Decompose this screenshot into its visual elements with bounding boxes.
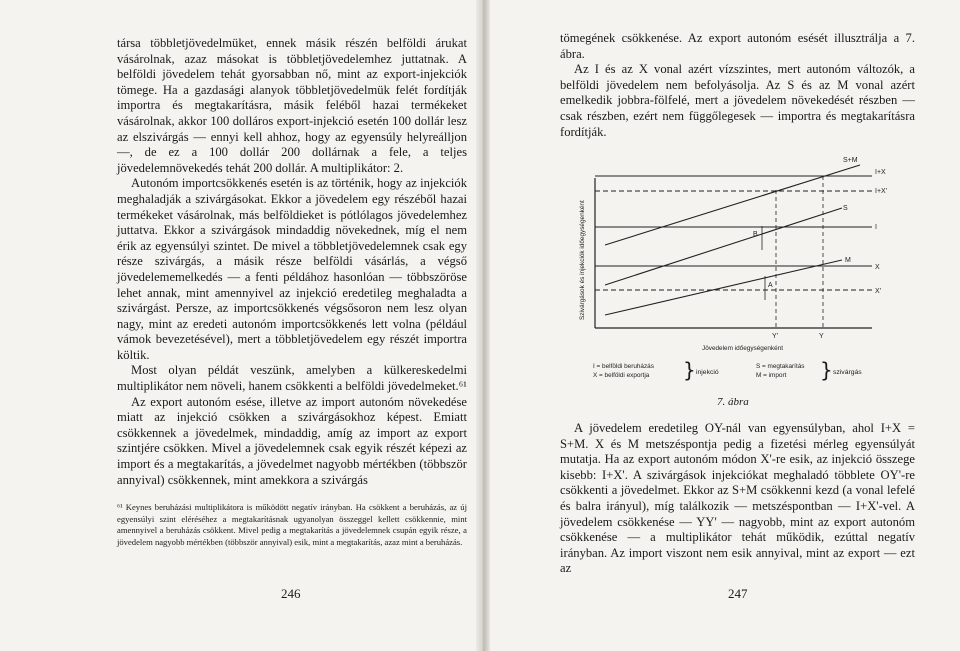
paragraph: Most olyan példát veszünk, amelyben a külkereskedelmi multiplikátor nem növeli, hanem csökkenti a belföldi jövedelmeket.⁶¹ xyxy=(117,363,467,394)
label-i: I xyxy=(875,224,877,231)
figure-7-diagram xyxy=(560,150,905,368)
line-m xyxy=(605,260,842,315)
label-s-plus-m: S+M xyxy=(843,157,858,164)
label-x: X xyxy=(875,264,880,271)
tick-y-prime: Y' xyxy=(772,333,779,340)
label-m: M xyxy=(845,257,851,264)
right-page-body-bottom xyxy=(560,421,915,577)
brace-icon: } xyxy=(820,358,833,382)
paragraph: Az export autonóm esése, illetve az import autonóm növekedése miatt az injekció csökken a szivárgásokhoz képest. Emiatt csökkennek a jövedelmek, mindaddig, amíg az import az export szintjére csökken. Mivel a jövedelemnek csak egyik részét képezi az import és a megtakarítás, a jövedelmet nagyobb mértékben (többször annyival) csökkennek, mint amekkora a szivárgás xyxy=(117,394,467,487)
left-page xyxy=(0,0,476,651)
paragraph: Autonóm importcsökkenés esetén is az történik, hogy az injekciók meghaladják a szivárgásokat. Ekkor a jövedelem egy részéből hazai termékeket vásárolnak, más belföldieket is pótlólagos jövedelemhez juttatva. Ekkor a szivárgások mindaddig növekednek, míg el nem érik az egyensúlyi szintet. De mivel a többletjövedelemnek csak egy része szivárgás, a másik része belföldi vásárlás, a végső jövedelememelkedés — a fenti példához hasonlóan — többszöröse lehet annak, mint amennyivel az injekció eredetileg meghaladta a szivárgást. Persze, az importcsökkenés végsősoron nem lesz olyan nagy, mint az eredeti autonóm importcsökkenés lett volna (például vámok bevezetésével), mert a többletjövedelem egy részét importra költik. xyxy=(117,176,467,362)
legend-entry: I = belföldi beruházás xyxy=(593,363,654,370)
label-a: A xyxy=(768,282,773,289)
line-s xyxy=(605,208,842,285)
legend-entry: X = belföldi exportja xyxy=(593,372,650,379)
paragraph: társa többletjövedelmüket, ennek másik részén belföldi árukat vásárolnak, azaz másokat is többletjövedelemhez juttatnak. A belföldi jövedelem tehát gyorsabban nő, mint az export-injekciók tömege. Ha a gazdasági alanyok többletjövedelmük felét fordítják importra és megtakarításra, másik feléből hazai termékeket vásárolnak, akkor 100 dolláros export-injekció esetén 100 dollár lesz az elszivárgás — ennyi kell ahhoz, hogy az egyensúly helyreálljon —, de ez a 100 dollár 200 dollárnak a fele, a teljes jövedelemnövekedés tehát 200 dollár. A multiplikátor: 2. xyxy=(117,36,467,175)
brace-icon: } xyxy=(683,358,696,382)
tick-y: Y xyxy=(819,333,824,340)
legend-group-label: szivárgás xyxy=(833,369,862,376)
paragraph: A jövedelem eredetileg OY-nál van egyensúlyban, ahol I+X = S+M. X és M metszéspontja pedig a fizetési mérleg egyensúlyát mutatja. Ha az export autonóm módon X'-re esik, az injekció összege kisebb: I+X'. A szivárgások injekciókat meghaladó többlete OY'-re csökkenti a jövedelmet. Ekkor az S+M csökkenni kezd (a vonal lefelé és balra irányul), míg találkozik — metszéspontban — I+X'-vel. A jövedelem csökkenése — YY' — nagyobb, mint az export autonóm csökkenése — a multiplikátor tehát működik, ezúttal negatív irányban. Az import viszont nem esik annyival, mint az export — ezt az xyxy=(560,421,915,576)
legend-group-label: injekció xyxy=(696,369,719,376)
label-x-prime: X' xyxy=(875,288,882,295)
y-axis-label: Szivárgások és injekciók időegységenként xyxy=(579,200,586,320)
right-page-body-top xyxy=(560,31,915,140)
legend-leakages xyxy=(756,362,805,380)
paragraph: tömegének csökkenése. Az export autonóm esését illusztrálja a 7. ábra. xyxy=(560,31,915,61)
x-axis-label: Jövedelem időegységenként xyxy=(702,345,784,352)
line-s-plus-m xyxy=(605,165,860,245)
book-gutter xyxy=(476,0,490,651)
legend-entry: S = megtakarítás xyxy=(756,363,805,370)
label-i-plus-x: I+X xyxy=(875,169,886,176)
figure-caption: 7. ábra xyxy=(717,396,749,408)
label-i-plus-x-prime: I+X' xyxy=(875,188,888,195)
paragraph: Az I és az X vonal azért vízszintes, mert autonóm változók, a belföldi jövedelem nem befolyásolja. Az S és az M vonal azért emelkedik jobbra-fölfelé, mert a jövedelem növekedését részben — csak részben, ezért nem függőlegesek — importra és megtakarításra fordítják. xyxy=(560,62,915,139)
legend-entry: M = import xyxy=(756,372,787,379)
label-s: S xyxy=(843,205,848,212)
label-b: B xyxy=(753,231,758,238)
legend-injections xyxy=(593,362,654,380)
footnote: ⁶¹ Keynes beruházási multiplikátora is működött negatív irányban. Ha csökkent a beruházás, az új egyensúlyi szint eléréséhez a megtakarításnak ugyanolyan összeggel kellett csökkennie, mint amennyivel a beruházás csökkent. Mivel pedig a megtakarítás a jövedelemnek csupán egyik része, a jövedelem nagyobb mértékben (többször annyival) esik, mint a megtakarítás, azaz mint a beruházás. xyxy=(117,502,467,548)
page-number: 247 xyxy=(728,586,748,601)
page-number: 246 xyxy=(281,586,301,601)
left-page-body xyxy=(117,36,467,488)
